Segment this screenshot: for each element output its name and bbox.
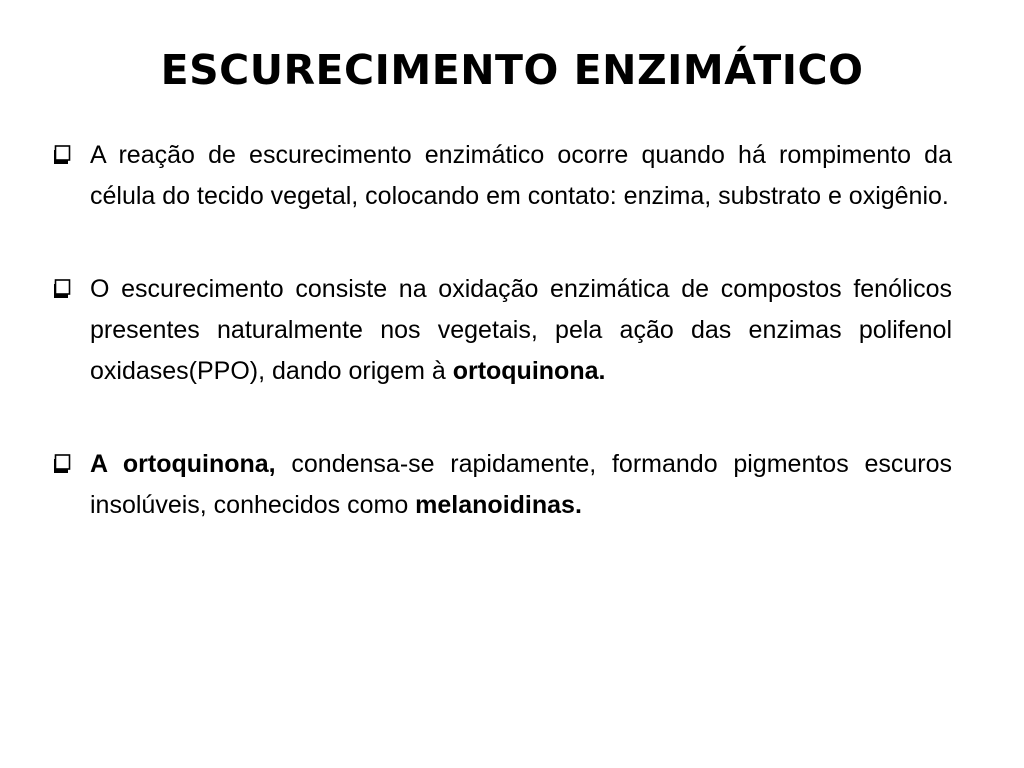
bullet-item-3: [50, 444, 952, 526]
bullet-text-2: [90, 275, 952, 385]
bullet-list: [50, 135, 952, 578]
bullet-item-2: [50, 269, 952, 392]
bullet-text-2-bold: ortoquinona.: [452, 357, 606, 385]
slide-title: ESCURECIMENTO ENZIMÁTICO: [160, 46, 864, 94]
bullet-text-3-regular: condensa-se rapidamente, formando pigmentos escuros insolúveis, conhecidos como: [90, 450, 952, 519]
hollow-square-bullet-icon: [54, 279, 73, 298]
bullet-text-2-regular: O escurecimento consiste na oxidação enzimática de compostos fenólicos presentes naturalmente nos vegetais, pela ação das enzimas polifenol oxidases(PPO), dando origem à: [90, 275, 952, 385]
bullet-text-3-bold-start: A ortoquinona,: [90, 450, 276, 478]
hollow-square-bullet-icon: [54, 454, 73, 473]
bullet-text-3: [90, 450, 952, 519]
bullet-text-3-bold-end: melanoidinas.: [415, 491, 582, 519]
hollow-square-bullet-icon: [54, 145, 73, 164]
bullet-text-1: A reação de escurecimento enzimático ocorre quando há rompimento da célula do tecido vegetal, colocando em contato: enzima, substrato e oxigênio.: [90, 141, 952, 210]
bullet-item-1: [50, 135, 952, 217]
